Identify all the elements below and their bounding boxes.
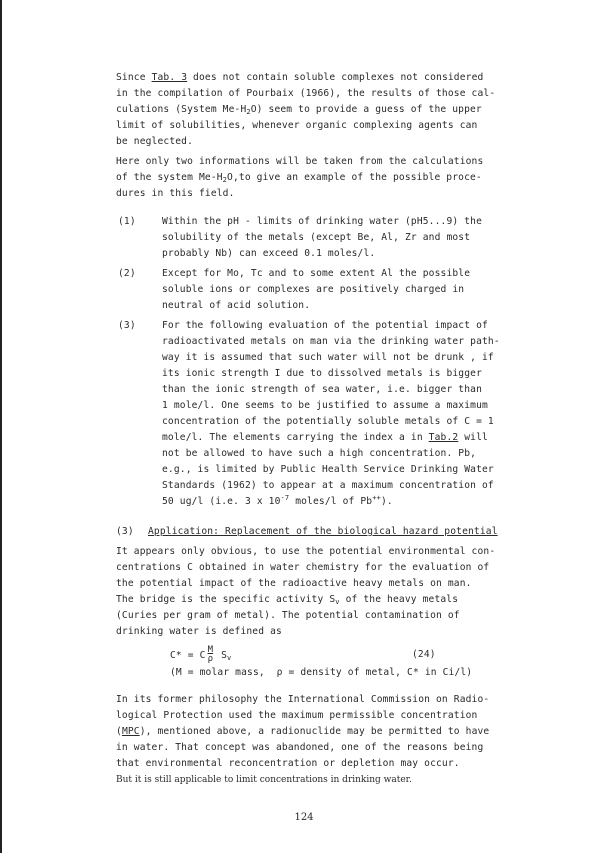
text-line: Here only two informations will be taken from the calculations bbox=[116, 156, 484, 167]
text-line: logical Protection used the maximum permissible concentration bbox=[116, 710, 478, 721]
item-number: (3) bbox=[118, 320, 136, 331]
text-line: its ionic strength I due to dissolved metals is bigger bbox=[162, 368, 482, 379]
equation-fraction: $\frac{M}{\rho}$ bbox=[207, 645, 214, 664]
text-line: than the ionic strength of sea water, i.e. bigger than bbox=[162, 384, 482, 395]
equation-label: (24) bbox=[412, 649, 436, 660]
text-line: mole/l. The elements carrying the index a in Tab.2 will bbox=[162, 432, 488, 443]
text-line: For the following evaluation of the potential impact of bbox=[162, 320, 488, 331]
text-line: soluble ions or complexes are positively charged in bbox=[162, 284, 465, 295]
text-line: limit of solubilities, whenever organic complexing agents can bbox=[116, 120, 478, 131]
text-line: the potential impact of the radioactive heavy metals on man. bbox=[116, 578, 472, 589]
text-line: that environmental reconcentration or depletion may occur. bbox=[116, 758, 460, 769]
text-line: e.g., is limited by Public Health Service Drinking Water bbox=[162, 464, 494, 475]
text-line: in water. That concept was abandoned, one of the reasons being bbox=[116, 742, 484, 753]
item-number: (2) bbox=[118, 268, 136, 279]
text-line: (MPC), mentioned above, a radionuclide may be permitted to have bbox=[116, 726, 490, 737]
text-line: In its former philosophy the International Commission on Radio- bbox=[116, 694, 490, 705]
text-line: radioactivated metals on man via the drinking water path- bbox=[162, 336, 500, 347]
section-title: Application: Replacement of the biological hazard potential bbox=[148, 526, 498, 537]
text-line: Since Tab. 3 does not contain soluble complexes not considered bbox=[116, 72, 484, 83]
text-line: probably Nb) can exceed 0.1 moles/l. bbox=[162, 248, 376, 259]
text-line: 1 mole/l. One seems to be justified to assume a maximum bbox=[162, 400, 488, 411]
text-line: concentration of the potentially soluble metals of C = 1 bbox=[162, 416, 494, 427]
text-line: It appears only obvious, to use the potential environmental con- bbox=[116, 546, 496, 557]
text-line: be neglected. bbox=[116, 136, 194, 147]
text-line: 50 ug/l (i.e. 3 x $10^{-7}$ moles/l of Pb++). bbox=[162, 494, 393, 507]
equation-body: C* = C $\frac{M}{\rho}$ $S_v$ bbox=[170, 645, 232, 664]
table-reference: Tab. 3 bbox=[151, 72, 188, 83]
item-number: (1) bbox=[118, 216, 136, 227]
text-line: solubility of the metals (except Be, Al, Zr and most bbox=[162, 232, 471, 243]
text-line: But it is still applicable to limit concentrations in drinking water. bbox=[116, 775, 412, 785]
page-number: 124 bbox=[294, 812, 314, 823]
text-line: way it is assumed that such water will not be drunk , if bbox=[162, 352, 494, 363]
text-line: centrations C obtained in water chemistry for the evaluation of bbox=[116, 562, 490, 573]
text-line: (Curies per gram of metal). The potential contamination of bbox=[116, 610, 460, 621]
text-line: drinking water is defined as bbox=[116, 626, 282, 637]
table-reference: Tab.2 bbox=[428, 432, 459, 443]
equation-note: (M = molar mass, ρ = density of metal, C* in Ci/l) bbox=[170, 667, 473, 678]
text-line: culations (System $Me-H_2O$) seem to provide a guess of the upper bbox=[116, 104, 482, 116]
text-line: of the system $Me-H_2O,to$ give an example of the possible proce- bbox=[116, 172, 482, 184]
section-number: (3) bbox=[116, 526, 134, 537]
text-line: in the compilation of Pourbaix (1966), the results of those cal- bbox=[116, 88, 496, 99]
text-line: not be allowed to have such a high concentration. Pb, bbox=[162, 448, 477, 459]
text-line: Except for Mo, Tc and to some extent Al the possible bbox=[162, 268, 471, 279]
text-line: Standards (1962) to appear at a maximum concentration of bbox=[162, 480, 494, 491]
text-line: dures in this field. bbox=[116, 188, 235, 199]
text-line: neutral of acid solution. bbox=[162, 300, 311, 311]
text-line: Within the pH - limits of drinking water (pH5...9) the bbox=[162, 216, 482, 227]
text-line: The bridge is the specific activity $S_v$ of the heavy metals bbox=[116, 594, 459, 606]
abbreviation-mpc: MPC bbox=[121, 726, 140, 737]
